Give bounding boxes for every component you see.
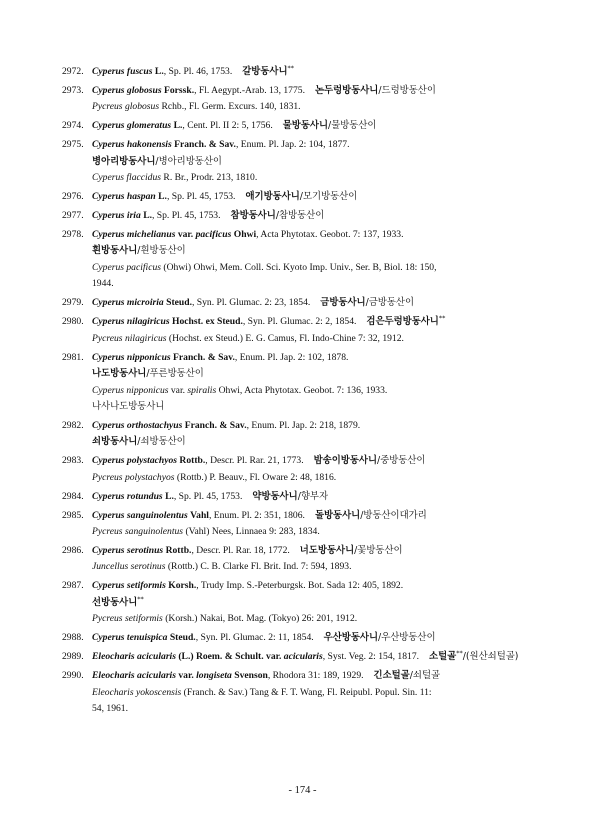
synonym-citation: R. Br., Prodr. 213, 1810. [161, 172, 258, 184]
synonym-korean-name: 나사나도방동사니 [92, 401, 165, 413]
entry-item [62, 118, 565, 135]
entry-main-line [92, 489, 565, 506]
entry-number: 2989. [62, 651, 84, 663]
entry-item [62, 453, 565, 486]
citation: , Enum. Pl. Jap. 2: 218, 1879. [246, 419, 361, 431]
synonym-continuation: 54, 1961. [92, 703, 128, 715]
entry-body [92, 578, 565, 628]
korean-name-alt: /금방동산이 [365, 297, 415, 309]
korean-name-line [92, 434, 565, 451]
korean-name-main: 소털골 [429, 651, 457, 663]
citation: , Syst. Veg. 2: 154, 1817. [322, 651, 420, 663]
korean-name-main: 흰방동사니 [92, 245, 138, 257]
author-name: Franch. & Sav. [184, 419, 247, 431]
entry-main-line [92, 578, 565, 595]
synonym-line [92, 685, 565, 702]
entry-item [62, 314, 565, 347]
author-name: Hochst. ex Steud. [171, 316, 243, 328]
scientific-name: Cyperus glomeratus [92, 120, 172, 132]
entry-main-line [92, 208, 565, 225]
korean-name-main: 너도방동사니 [299, 544, 355, 556]
korean-name-alt: /우산방동산이 [378, 632, 436, 644]
korean-name-main: 검은두렁방동사니 [366, 316, 439, 328]
entry-number: 2979. [62, 297, 84, 309]
entry-number: 2982. [62, 419, 84, 431]
infraspecific-name: acicularis [283, 651, 323, 663]
entry-main-line [92, 227, 565, 244]
author-name: L. [165, 490, 174, 502]
scientific-name: Cyperus hakonensis [92, 139, 172, 151]
entry-body [92, 314, 565, 347]
author-name: Steud. [169, 632, 196, 644]
entry-main-line [92, 630, 565, 647]
synonym-name: Pycreus globosus [92, 101, 160, 113]
note-marker: ** [456, 649, 463, 658]
author-name: Vahl [190, 509, 209, 521]
infraspecific-name: pacificus [195, 228, 232, 240]
korean-name [283, 120, 377, 131]
korean-name [320, 297, 414, 308]
korean-name-main: 약방동사니 [252, 490, 298, 502]
entry-number: 2986. [62, 544, 84, 556]
entry-number: 2976. [62, 191, 84, 203]
scientific-name: Cyperus fuscus [92, 66, 153, 77]
korean-name-alt: /방동산이대가리 [360, 509, 427, 521]
entry-number: 2977. [62, 209, 84, 221]
entry-item [62, 350, 565, 416]
entry-item [62, 543, 565, 576]
korean-name-line [92, 154, 565, 171]
entry-number: 2975. [62, 139, 84, 151]
citation: , Sp. Pl. 46, 1753. [163, 66, 233, 77]
synonym-citation: Ohwi, Acta Phytotax. Geobot. 7: 136, 1933. [216, 384, 388, 396]
synonym-line [92, 99, 565, 116]
entry-main-line [92, 118, 565, 135]
korean-name-alt: /쇠털골 [409, 670, 441, 682]
korean-name-main: 나도방동사니 [92, 368, 147, 380]
entry-main-line [92, 453, 565, 470]
synonym-line [92, 331, 565, 348]
entry-item [62, 227, 565, 293]
entry-main-line [92, 668, 565, 685]
synonym-line [92, 170, 565, 187]
citation: , Rhodora 31: 189, 1929. [267, 670, 364, 682]
entry-body [92, 649, 565, 666]
scientific-name: Cyperus setiformis [92, 580, 166, 592]
note-marker: ** [137, 594, 144, 603]
entry-number: 2973. [62, 84, 84, 96]
entry-item [62, 295, 565, 312]
scientific-name: Cyperus serotinus [92, 544, 164, 556]
synonym-citation: Rchb., Fl. Germ. Excurs. 140, 1831. [159, 101, 301, 113]
entry-number: 2985. [62, 509, 84, 521]
korean-name [231, 210, 325, 221]
synonym-name: Pycreus setiformis [92, 613, 163, 625]
entry-main-line [92, 649, 565, 666]
author-name: Korsh. [168, 580, 197, 592]
korean-name [374, 670, 441, 681]
synonym-line [92, 559, 565, 576]
korean-name-alt: /물방동산이 [328, 120, 377, 132]
rank-label: var. [175, 228, 196, 240]
scientific-name: Cyperus microiria [92, 297, 164, 309]
korean-name-main: 밤송이방동사니 [313, 455, 378, 467]
scientific-name: Cyperus haspan [92, 191, 156, 203]
entry-main-line [92, 350, 565, 367]
citation: , Sp. Pl. 45, 1753. [152, 209, 221, 221]
korean-name-main: 애기방동사니 [245, 191, 300, 203]
entry-item [62, 668, 565, 718]
citation: , Syn. Pl. Glumac. 2: 23, 1854. [191, 297, 311, 309]
page-number: - 174 - [288, 785, 317, 796]
korean-name-alt: /중방동산이 [377, 455, 426, 467]
citation: , Sp. Pl. 45, 1753. [166, 191, 236, 203]
synonym-continuation: 1944. [92, 278, 114, 290]
scientific-name: Cyperus sanguinolentus [92, 509, 188, 521]
synonym-line [92, 524, 565, 541]
author-name: L. [154, 66, 164, 77]
citation: , Enum. Pl. 2: 351, 1806. [208, 509, 305, 521]
citation: , Descr. Pl. Rar. 18, 1772. [191, 544, 290, 556]
korean-name [314, 455, 426, 466]
synonym-name: Cyperus pacificus [92, 261, 162, 273]
author-name: L. [173, 120, 183, 132]
entry-number: 2988. [62, 632, 84, 644]
author-name: (L.) Roem. & Schult. var. [178, 651, 284, 663]
entry-body [92, 350, 565, 416]
synonym-name: Juncellus serotinus [92, 561, 166, 573]
scientific-name: Eleocharis acicularis [92, 651, 176, 663]
entry-body [92, 137, 565, 187]
author-name: L. [143, 209, 152, 221]
entry-number: 2984. [62, 490, 84, 502]
korean-name [315, 510, 427, 521]
citation: , Descr. Pl. Rar. 21, 1773. [205, 455, 304, 467]
entry-number: 2981. [62, 351, 84, 363]
korean-name [92, 368, 204, 379]
entry-item [62, 64, 565, 81]
synonym-line [92, 470, 565, 487]
entry-main-line [92, 64, 565, 81]
synonym-citation: (Rottb.) C. B. Clarke Fl. Brit. Ind. 7: 594, 1893. [165, 561, 352, 573]
synonym-citation: var. [168, 384, 188, 396]
synonym-name: Pycreus polystachyos [92, 471, 175, 483]
korean-name-line [92, 243, 565, 260]
entry-main-line [92, 314, 565, 331]
korean-name [429, 651, 518, 662]
entry-number: 2980. [62, 316, 84, 328]
scientific-name: Cyperus polystachyos [92, 455, 178, 467]
author-name: Steud. [166, 297, 192, 309]
entry-item [62, 649, 565, 666]
entry-body [92, 630, 565, 647]
citation: , Syn. Pl. Glumac. 2: 2, 1854. [242, 316, 357, 328]
korean-name-alt: /드렁방동산이 [378, 84, 436, 96]
korean-name [300, 545, 403, 556]
synonym-name: Cyperus nipponicus [92, 384, 169, 396]
synonym-line [92, 611, 565, 628]
entry-main-line [92, 543, 565, 560]
author-name: Franch. & Sav. [173, 351, 235, 363]
citation: , Cent. Pl. II 2: 5, 1756. [182, 120, 273, 132]
entry-item [62, 208, 565, 225]
entry-body [92, 189, 565, 206]
entry-number: 2983. [62, 455, 84, 467]
entry-body [92, 543, 565, 576]
synonym-name: Pycreus sanguinolentus [92, 526, 184, 538]
entry-body [92, 83, 565, 116]
citation: , Acta Phytotax. Geobot. 7: 137, 1933. [256, 228, 404, 240]
citation: , Fl. Aegypt.-Arab. 13, 1775. [194, 84, 305, 96]
entry-main-line [92, 418, 565, 435]
korean-name-alt: /병아리방동산이 [155, 155, 222, 167]
synonym-citation: (Hochst. ex Steud.) E. G. Camus, Fl. Indo-Chine 7: 32, 1912. [166, 332, 404, 344]
infraspecific-name: longiseta [196, 670, 232, 682]
entry-body [92, 489, 565, 506]
citation: , Trudy Imp. S.-Peterburgsk. Bot. Sada 12: 405, 1892. [196, 580, 404, 592]
korean-name-main: 금방동사니 [320, 297, 366, 309]
korean-name-main: 참방동사니 [230, 209, 276, 221]
entry-item [62, 83, 565, 116]
scientific-name: Cyperus orthostachyus [92, 419, 183, 431]
entry-body [92, 668, 565, 718]
korean-name-alt: /(원산쇠털골) [462, 651, 519, 663]
scientific-name: Cyperus tenuispica [92, 632, 168, 644]
synonym-citation: (Korsh.) Nakai, Bot. Mag. (Tokyo) 26: 201, 1912. [162, 613, 358, 625]
synonym-line [92, 260, 565, 277]
korean-name [324, 632, 436, 643]
citation: , Enum. Pl. Jap. 2: 102, 1878. [234, 351, 349, 363]
korean-name-alt: /향부자 [297, 490, 329, 502]
entry-item [62, 189, 565, 206]
scientific-name: Cyperus nilagiricus [92, 316, 170, 328]
korean-name [92, 156, 222, 167]
entry-item [62, 137, 565, 187]
korean-name [92, 594, 144, 608]
author-name: Forssk. [163, 84, 195, 96]
korean-name [92, 436, 186, 447]
entry-item [62, 418, 565, 451]
synonym-citation: (Vahl) Nees, Linnaea 9: 283, 1834. [183, 526, 320, 538]
korean-name-line [92, 366, 565, 383]
korean-name [92, 245, 186, 256]
korean-name-alt: /쇠방동산이 [137, 436, 186, 448]
entry-number: 2974. [62, 120, 84, 132]
scientific-name: Cyperus nipponicus [92, 351, 171, 363]
entry-body [92, 64, 565, 81]
entry-main-line [92, 137, 565, 154]
korean-name-main: 선방동사니 [92, 596, 138, 608]
author-name: Rottb. [165, 544, 192, 556]
synonym-line [92, 383, 565, 400]
entry-number: 2972. [62, 66, 84, 77]
citation: , Sp. Pl. 45, 1753. [173, 490, 243, 502]
citation: , Syn. Pl. Glumac. 2: 11, 1854. [195, 632, 314, 644]
entry-body [92, 208, 565, 225]
rank-label: var. [175, 670, 197, 682]
entry-body [92, 508, 565, 541]
korean-name [252, 491, 328, 502]
entry-main-line [92, 189, 565, 206]
author-name: Ohwi [233, 228, 257, 240]
entry-number: 2987. [62, 580, 84, 592]
entry-number: 2990. [62, 670, 84, 682]
citation: , Enum. Pl. Jap. 2: 104, 1877. [235, 139, 350, 151]
korean-name-main: 논두렁방동사니 [314, 84, 379, 96]
entry-item [62, 630, 565, 647]
entry-main-line [92, 508, 565, 525]
entry-body [92, 118, 565, 135]
synonym-name: Cyperus flaccidus [92, 172, 162, 184]
korean-name [242, 63, 295, 77]
korean-name-alt: /모기방동산이 [299, 191, 358, 203]
korean-name-main: 병아리방동사니 [92, 155, 156, 167]
entry-body [92, 295, 565, 312]
entry-main-line [92, 83, 565, 100]
synonym-name: Eleocharis yokoscensis [92, 686, 182, 698]
korean-name-main: 갈방동사니 [242, 66, 288, 77]
scientific-name: Cyperus michelianus [92, 228, 176, 240]
entry-number: 2978. [62, 228, 84, 240]
entry-main-line [92, 295, 565, 312]
scientific-name: Cyperus globosus [92, 84, 162, 96]
scientific-name: Cyperus rotundus [92, 490, 163, 502]
synonym-citation: (Rottb.) P. Beauv., Fl. Oware 2: 48, 1816. [174, 471, 337, 483]
korean-name [315, 85, 436, 96]
korean-name-main: 물방동사니 [282, 120, 329, 132]
note-marker: ** [287, 63, 295, 72]
entry-body [92, 418, 565, 451]
entry-item [62, 578, 565, 628]
scientific-name: Cyperus iria [92, 209, 141, 221]
korean-name-alt: /푸른방동산이 [146, 368, 204, 380]
korean-name-alt: /흰방동산이 [137, 245, 186, 257]
entry-body [92, 227, 565, 293]
note-marker: ** [438, 314, 446, 322]
synonym-citation: (Franch. & Sav.) Tang & F. T. Wang, Fl. Reipubl. Popul. Sin. 11: [181, 686, 432, 698]
korean-name-main: 우산방동사니 [323, 632, 379, 644]
author-name: Rottb. [179, 455, 206, 467]
korean-name-main: 긴소털골 [373, 670, 410, 682]
korean-name [245, 191, 357, 202]
korean-name-alt: /참방동산이 [275, 209, 325, 221]
synonym-variety: spiralis [187, 384, 217, 396]
entry-body [92, 453, 565, 486]
scientific-name: Eleocharis acicularis [92, 670, 176, 682]
entry-list [62, 64, 565, 718]
entry-item [62, 508, 565, 541]
author-name: L. [158, 191, 167, 203]
author-name: Franch. & Sav. [174, 139, 236, 151]
synonym-name: Pycreus nilagiricus [92, 332, 167, 344]
korean-name-line [92, 595, 565, 612]
korean-name [366, 316, 445, 327]
korean-name-alt: /꽃방동산이 [354, 544, 403, 556]
korean-name-main: 쇠방동사니 [92, 436, 138, 448]
author-name: Svenson [234, 670, 268, 682]
synonym-citation: (Ohwi) Ohwi, Mem. Coll. Sci. Kyoto Imp. Univ., Ser. B, Biol. 18: 150, [161, 261, 437, 273]
korean-name-main: 돌방동사니 [314, 509, 361, 521]
entry-item [62, 489, 565, 506]
